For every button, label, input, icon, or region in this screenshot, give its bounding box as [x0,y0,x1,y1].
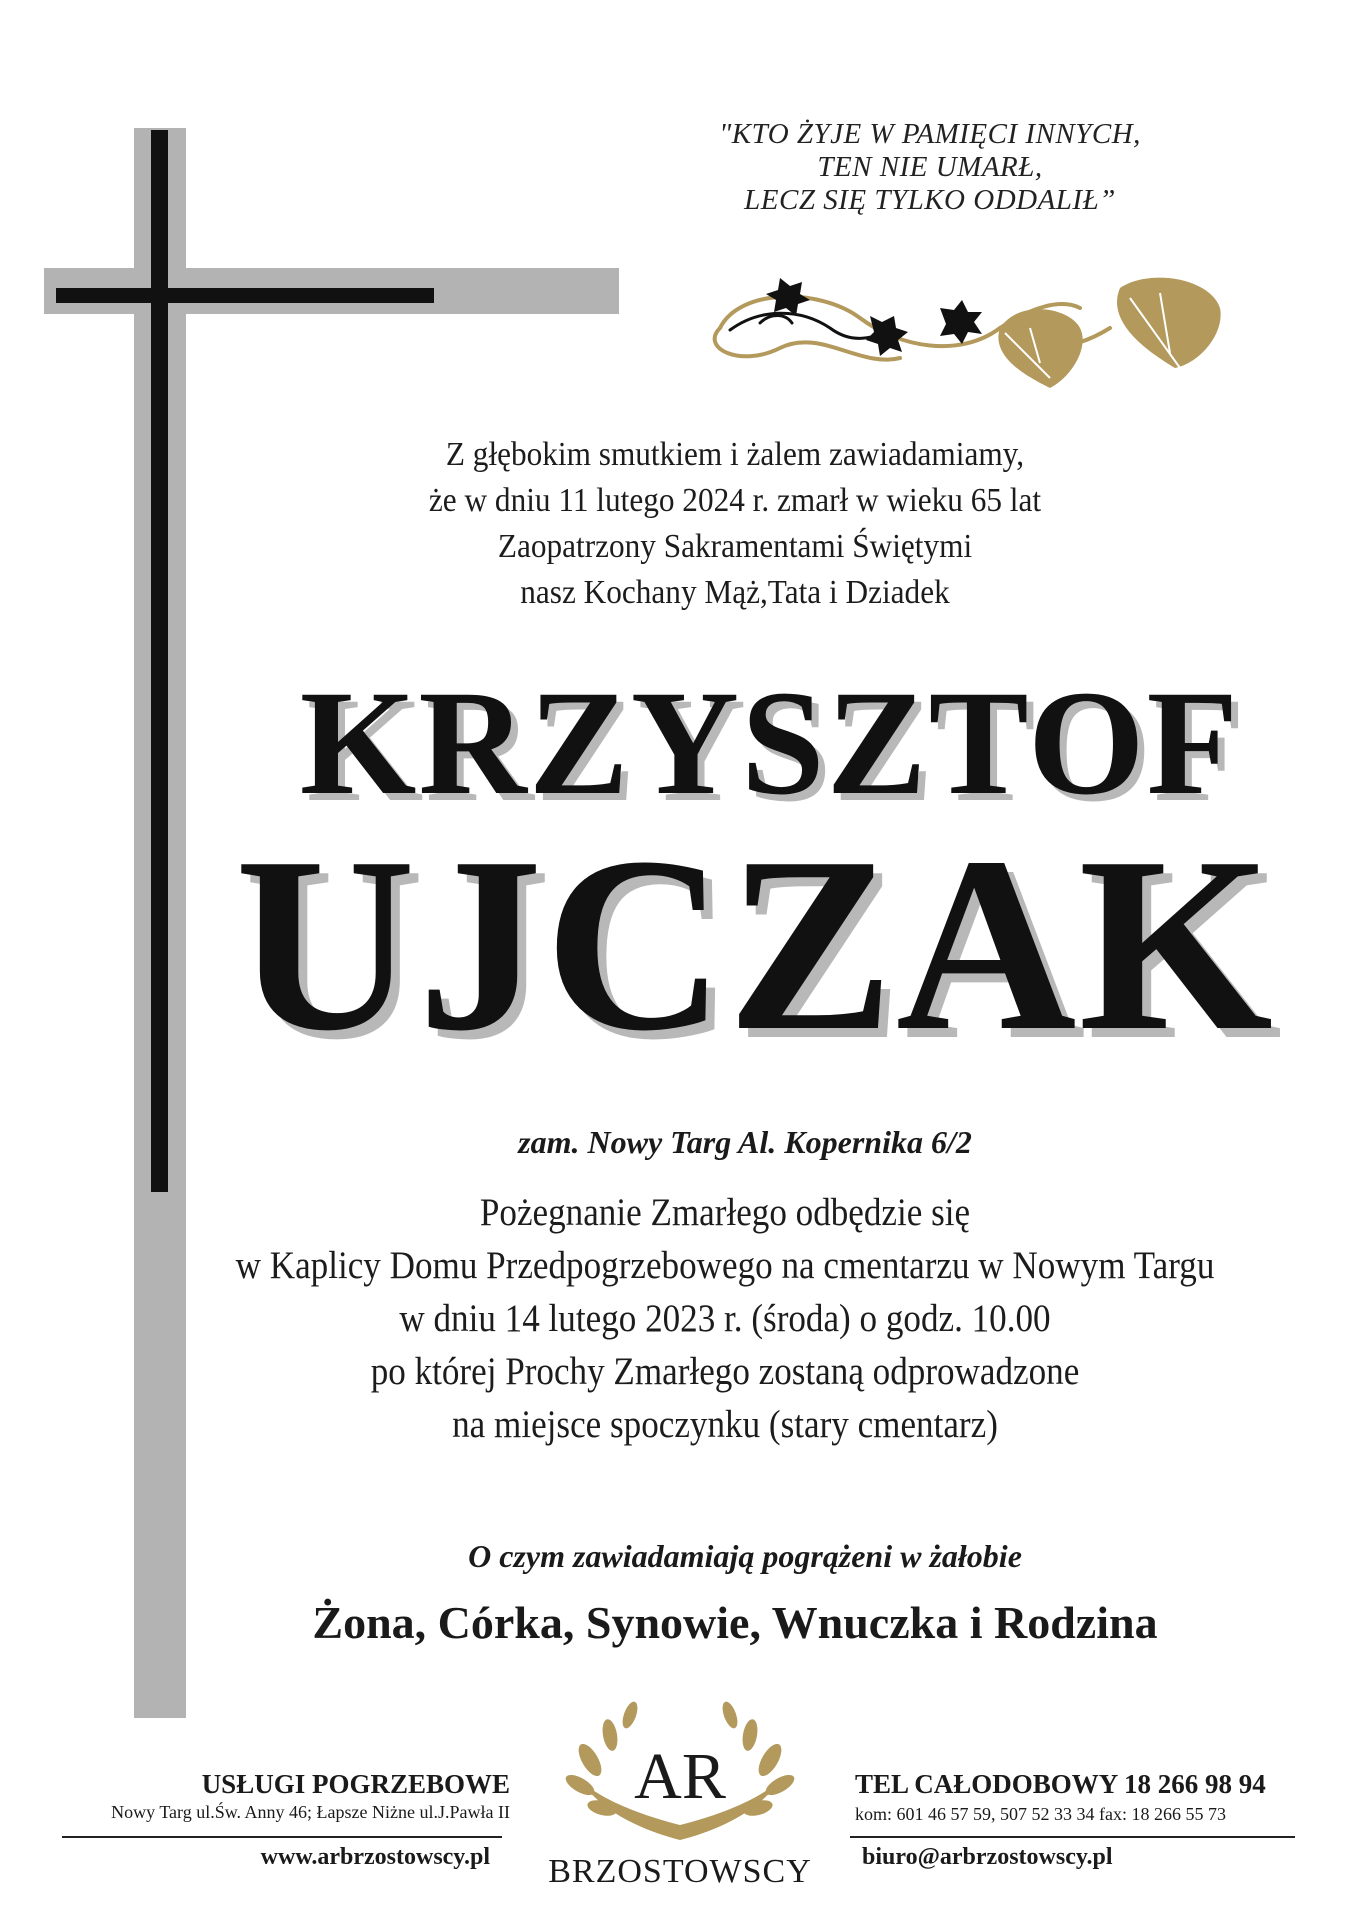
intro-line: nasz Kochany Mąż,Tata i Dziadek [520,574,950,611]
ivy-vine-ornament-icon [700,268,1240,408]
ceremony-line: w dniu 14 lutego 2023 r. (środa) o godz. 10.00 [399,1297,1051,1340]
deceased-surname: UJCZAK [235,806,1275,1083]
ceremony-line: w Kaplicy Domu Przedpogrzebowego na cmentarzu w Nowym Targu [235,1244,1215,1287]
mourners-intro: O czym zawiadamiają pogrążeni w żałobie [468,1538,1022,1574]
quote-line: LECZ SIĘ TYLKO ODDALIŁ” [744,184,1116,216]
cross-arm [56,288,434,303]
quote-line: TEN NIE UMARŁ, [817,151,1043,183]
footer-divider-right [850,1836,1295,1838]
ceremony-line: Pożegnanie Zmarłego odbędzie się [479,1191,971,1234]
website-link[interactable]: www.arbrzostowscy.pl [260,1844,490,1870]
intro-line: Zaopatrzony Sakramentami Świętymi [497,528,973,565]
intro-line: że w dniu 11 lutego 2024 r. zmarł w wieku 65 lat [428,482,1042,519]
quote-line: "KTO ŻYJE W PAMIĘCI INNYCH, [719,118,1141,150]
phone-info: kom: 601 46 57 59, 507 52 33 34 fax: 18 266 55 73 [855,1804,1226,1824]
intro-line: Z głębokim smutkiem i żalem zawiadamiamy, [445,436,1025,473]
logo-name: BRZOSTOWSCY [548,1853,812,1890]
mourners-family: Żona, Córka, Synowie, Wnuczka i Rodzina [312,1597,1158,1648]
deceased-address: zam. Nowy Targ Al. Kopernika 6/2 [518,1124,972,1160]
ceremony-details [170,1186,1280,1451]
email-link[interactable]: biuro@arbrzostowscy.pl [862,1844,1113,1870]
logo-mark: AR [634,1740,726,1813]
deceased-first-name: KRZYSZTOF [299,660,1241,826]
footer-divider-left [62,1836,502,1838]
ceremony-line: na miejsce spoczynku (stary cmentarz) [452,1403,998,1446]
phone-title: TEL CAŁODOBOWY 18 266 98 94 [855,1769,1266,1799]
memorial-quote [640,118,1220,217]
announcement-intro [330,432,1140,616]
service-title: USŁUGI POGRZEBOWE [201,1769,510,1799]
ceremony-line: po której Prochy Zmarłego zostaną odprowadzone [370,1350,1080,1393]
service-address: Nowy Targ ul.Św. Anny 46; Łapsze Niżne ul.J.Pawła II [111,1802,510,1822]
